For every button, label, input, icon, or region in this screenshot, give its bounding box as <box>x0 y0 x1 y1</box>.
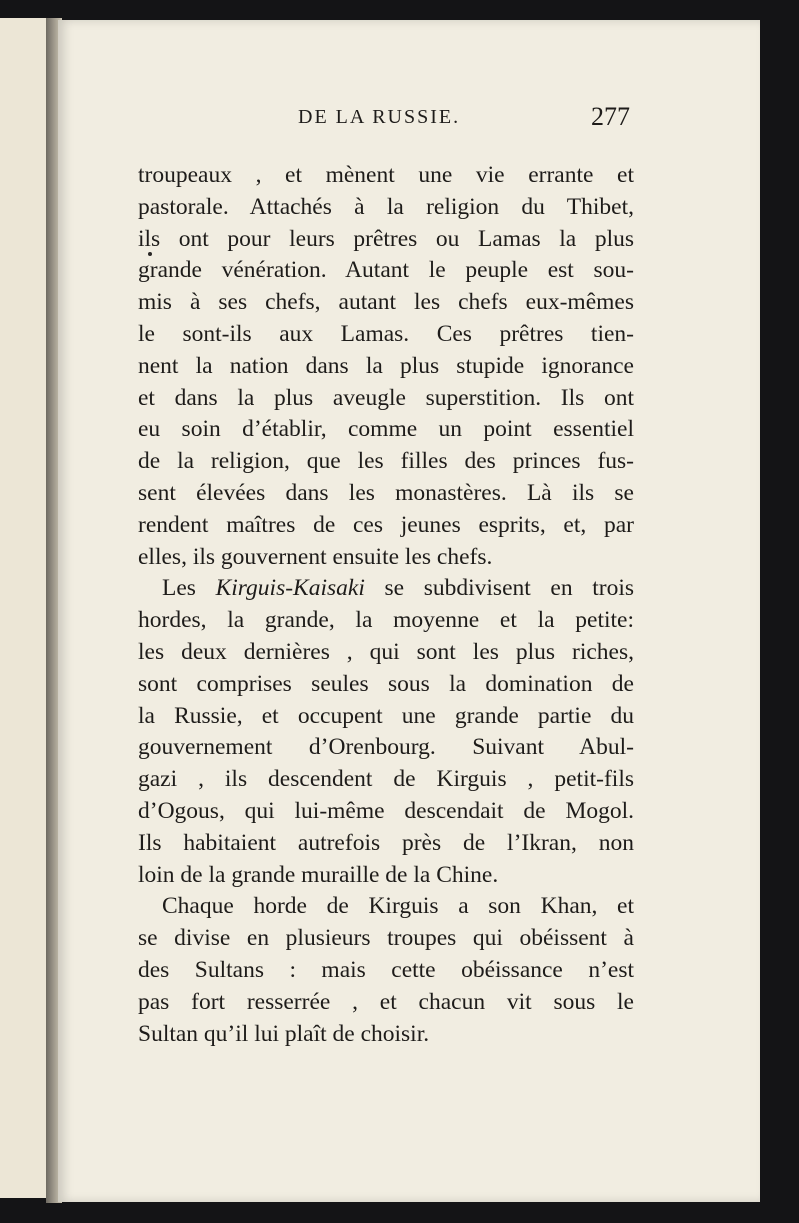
text-line: rendent maîtres de ces jeunes esprits, et, par <box>138 511 634 538</box>
facing-page-edge <box>0 18 48 1198</box>
paragraph-start <box>138 573 634 605</box>
text-line: loin de la grande muraille de la Chine. <box>138 861 499 888</box>
text-line: mis à ses chefs, autant les chefs eux-mêmes <box>138 289 634 316</box>
text-line: Ils habitaient autrefois près de l’Ikran, non <box>138 829 634 856</box>
page-number: 277 <box>591 102 630 131</box>
text-line: le sont-ils aux Lamas. Ces prêtres tien- <box>138 320 634 347</box>
book-page <box>58 20 760 1202</box>
text-line: et dans la plus aveugle superstition. Ils ont <box>138 384 634 411</box>
text-line: nent la nation dans la plus stupide ignorance <box>138 352 634 379</box>
body-text <box>138 160 634 1050</box>
text-line: sent élevées dans les monastères. Là ils se <box>138 479 634 506</box>
text-line: grande vénération. Autant le peuple est sou- <box>138 257 634 284</box>
text-line: pas fort resserrée , et chacun vit sous le <box>138 988 634 1015</box>
text-line: gazi , ils descendent de Kirguis , petit-fils <box>138 766 634 793</box>
text-line: se divise en plusieurs troupes qui obéissent à <box>138 925 634 952</box>
italic-term: Kirguis-Kaisaki <box>215 575 365 602</box>
text-line: eu soin d’établir, comme un point essentiel <box>138 416 634 443</box>
text-line: hordes, la grande, la moyenne et la petite: <box>138 607 634 634</box>
text-line: d’Ogous, qui lui-même descendait de Mogol. <box>138 797 634 824</box>
para2-prefix: Les <box>162 575 216 602</box>
text-line: ils ont pour leurs prêtres ou Lamas la plus <box>138 225 634 252</box>
text-line: pastorale. Attachés à la religion du Thibet, <box>138 193 634 220</box>
text-line: sont comprises seules sous la domination de <box>138 670 634 697</box>
para2-suffix: se subdivisent en trois <box>364 575 635 602</box>
page-header <box>58 102 760 142</box>
text-line: les deux dernières , qui sont les plus riches, <box>138 638 634 665</box>
text-line: de la religion, que les filles des princes fus- <box>138 448 634 475</box>
text-line: troupeaux , et mènent une vie errante et <box>138 162 634 188</box>
text-line: elles, ils gouvernent ensuite les chefs. <box>138 543 493 570</box>
text-line: des Sultans : mais cette obéissance n’est <box>138 956 634 983</box>
text-line: la Russie, et occupent une grande partie du <box>138 702 634 729</box>
running-title: DE LA RUSSIE. <box>298 106 461 128</box>
text-line: Chaque horde de Kirguis a son Khan, et <box>162 893 634 920</box>
text-line: Sultan qu’il lui plaît de choisir. <box>138 1020 430 1047</box>
text-line: gouvernement d’Orenbourg. Suivant Abul- <box>138 734 634 761</box>
